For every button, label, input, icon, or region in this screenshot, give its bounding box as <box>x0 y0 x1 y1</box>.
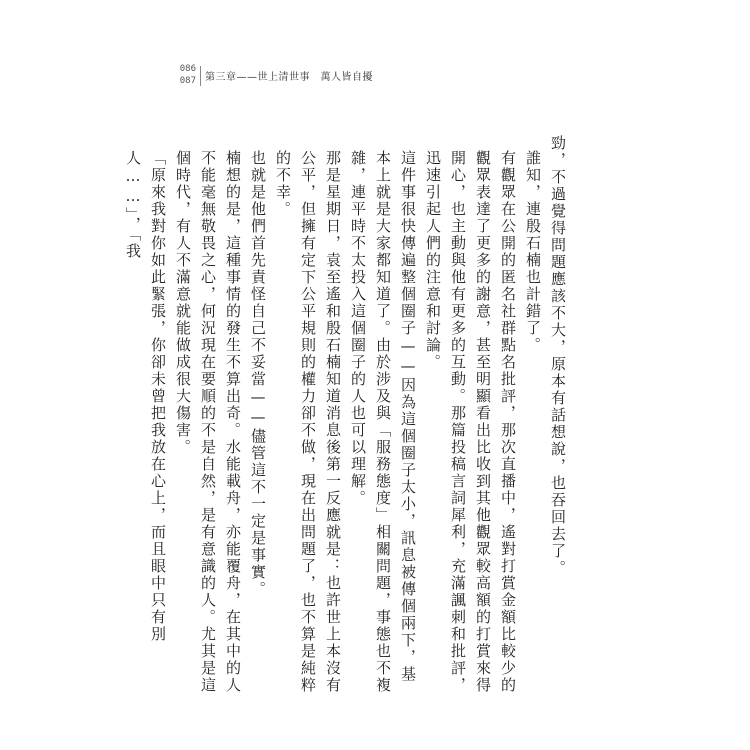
chapter-title: 第三章——世上清世事 萬人皆自擾 <box>205 72 373 83</box>
paragraph-6: 也就是他們首先責怪自己不妥當——儘管這不一定是事實。 <box>249 150 267 598</box>
paragraph-1: 勁，不過覺得問題應該不大，原本有話想說，也吞回去了。 <box>549 135 567 577</box>
paragraph-5: 那是星期日，袁至遙和殷石楠知道消息後第一反應就是：也許世上本沒有公平，但擁有定下公平規則的權力卻不做，現在出問題了，也不算是純粹的不幸。 <box>274 150 342 694</box>
paragraph-8: 「原來我對你如此緊張，你卻未曾把我放在心上，而且眼中只有別人……」，「我 <box>124 150 167 643</box>
vertical-text-body <box>124 135 570 695</box>
paragraph-2: 誰知，連殷石楠也計錯了。 <box>524 150 542 354</box>
page-number-right: 087 <box>179 76 196 86</box>
paragraph-4: 這件事很快傳遍整個圈子——因為這個圈子太小，訊息被傳個兩下，基本上就是大家都知道了。由於涉及與「服務態度」相關問題，事態也不複雜，連平時不太投入這個圈子的人也可以理解。 <box>349 150 417 694</box>
page-number-left: 086 <box>179 64 196 74</box>
paragraph-3: 有觀眾在公開的匿名社群點名批評，那次直播中，遙對打賞金額比較少的觀眾表達了更多的謝意，甚至明顯看出比收到其他觀眾較高額的打賞來得開心，也主動與他有更多的互動。那篇投稿言詞犀利，充滿諷刺和批評，迅速引起人們的注意和討論。 <box>424 150 517 694</box>
header-divider <box>200 66 201 86</box>
paragraph-7: 楠想的是，這種事情的發生不算出奇。水能載舟，亦能覆舟，在其中的人不能毫無敬畏之心，何況現在要順的不是自然，是有意識的人。尤其是這個時代，有人不滿意就能做成很大傷害。 <box>174 150 242 694</box>
page-numbers <box>156 63 196 87</box>
